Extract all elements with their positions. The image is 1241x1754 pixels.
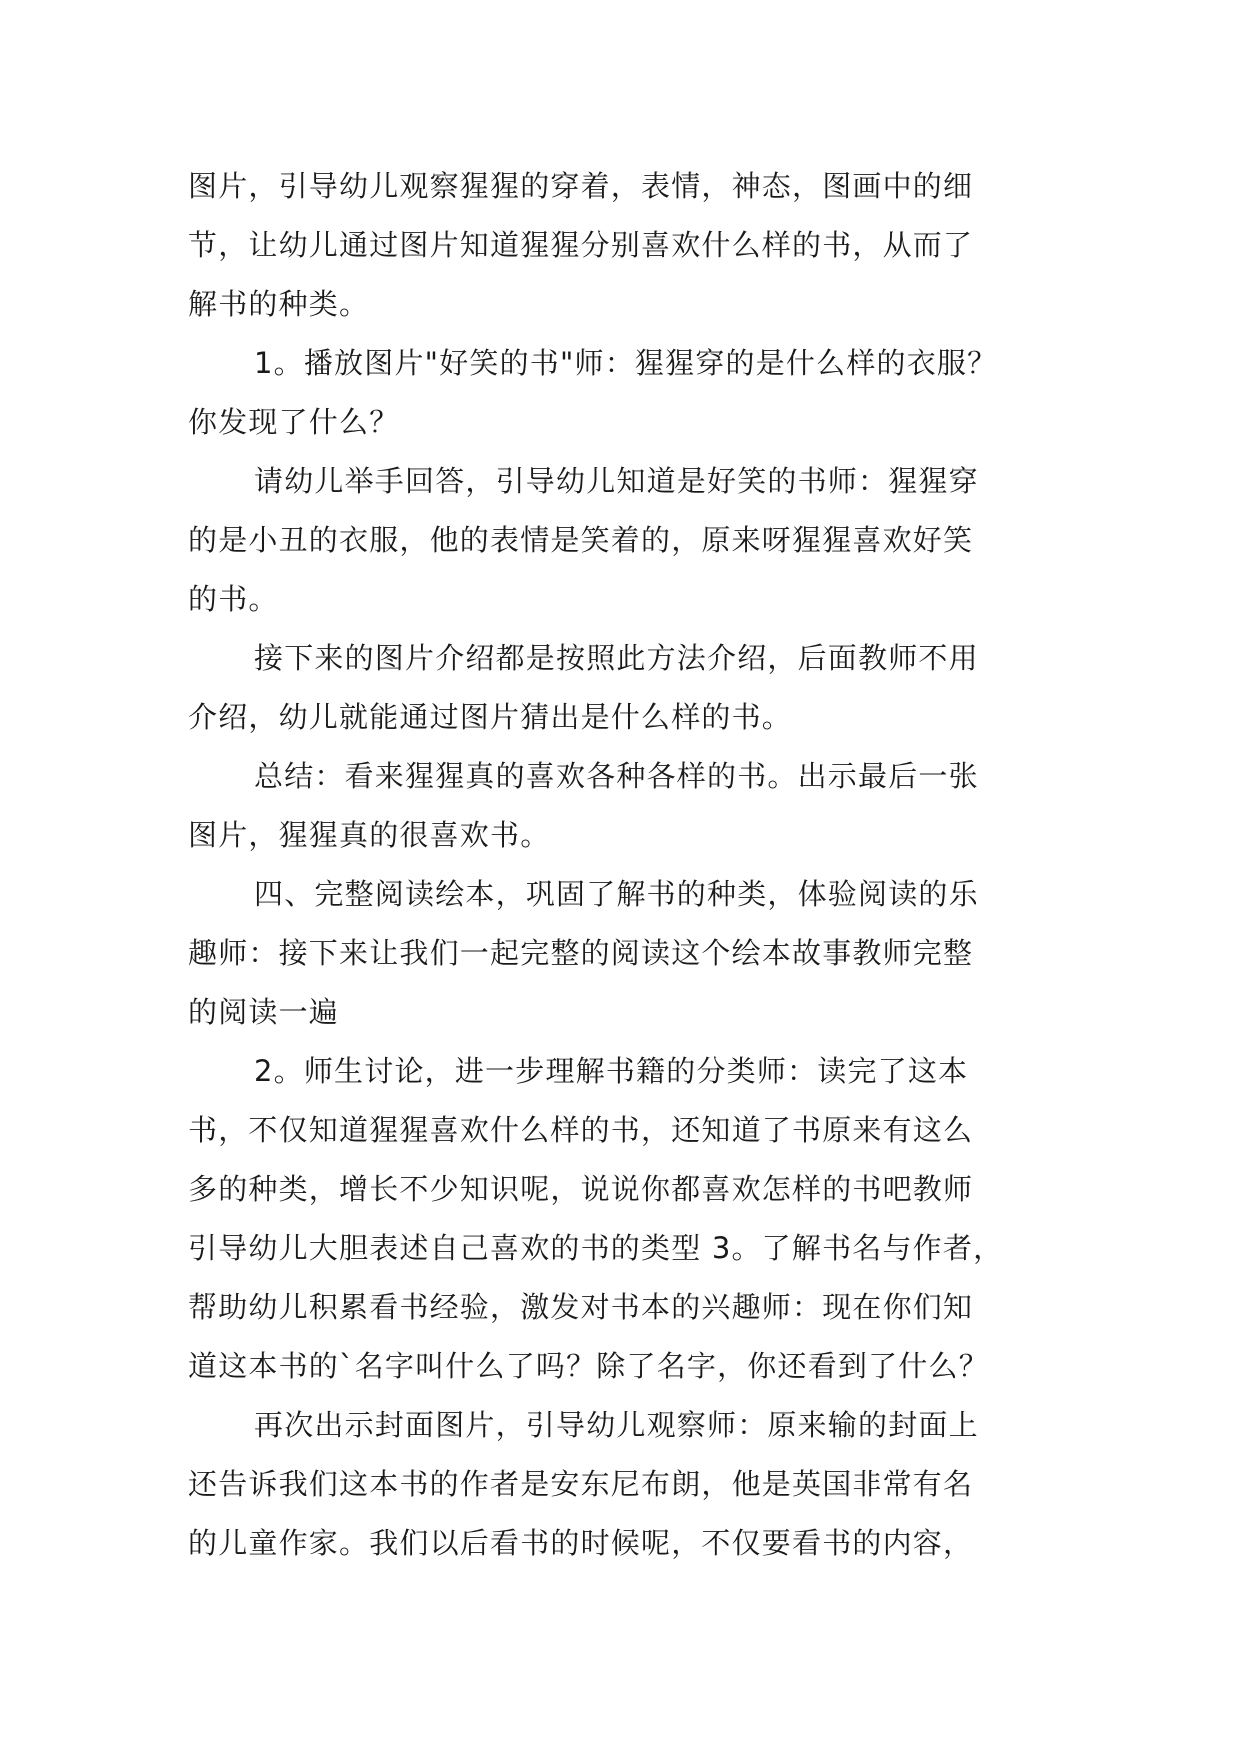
text-line: 帮助幼儿积累看书经验，激发对书本的兴趣师：现在你们知 — [188, 1290, 974, 1324]
text-line: 解书的种类。 — [188, 287, 370, 321]
text-line: 趣师：接下来让我们一起完整的阅读这个绘本故事教师完整 — [188, 936, 974, 970]
text-line: 还告诉我们这本书的作者是安东尼布朗，他是英国非常有名 — [188, 1467, 974, 1501]
text-line: 引导幼儿大胆表述自己喜欢的书的类型 3。了解书名与作者， — [188, 1231, 1004, 1265]
paragraph-start-line: 2。师生讨论，进一步理解书籍的分类师：读完了这本 — [254, 1054, 969, 1088]
text-line: 书，不仅知道猩猩喜欢什么样的书，还知道了书原来有这么 — [188, 1113, 974, 1147]
text-line: 图片，引导幼儿观察猩猩的穿着，表情，神态，图画中的细 — [188, 169, 974, 203]
paragraph-start-line: 再次出示封面图片，引导幼儿观察师：原来输的封面上 — [254, 1408, 979, 1442]
text-line: 介绍，幼儿就能通过图片猜出是什么样的书。 — [188, 700, 793, 734]
text-line: 的书。 — [188, 582, 279, 616]
text-line: 道这本书的`名字叫什么了吗？除了名字，你还看到了什么？ — [188, 1349, 989, 1383]
text-line: 图片，猩猩真的很喜欢书。 — [188, 818, 551, 852]
paragraph-start-line: 1。播放图片"好笑的书"师：猩猩穿的是什么样的衣服？ — [254, 346, 998, 380]
paragraph-start-line: 请幼儿举手回答，引导幼儿知道是好笑的书师：猩猩穿 — [254, 464, 979, 498]
text-line: 节，让幼儿通过图片知道猩猩分别喜欢什么样的书，从而了 — [188, 228, 974, 262]
text-line: 你发现了什么？ — [188, 405, 400, 439]
text-line: 的阅读一遍 — [188, 995, 340, 1029]
text-line: 的是小丑的衣服，他的表情是笑着的，原来呀猩猩喜欢好笑 — [188, 523, 974, 557]
paragraph-start-line: 接下来的图片介绍都是按照此方法介绍，后面教师不用 — [254, 641, 979, 675]
paragraph-start-line: 总结：看来猩猩真的喜欢各种各样的书。出示最后一张 — [254, 759, 979, 793]
text-line: 多的种类，增长不少知识呢，说说你都喜欢怎样的书吧教师 — [188, 1172, 974, 1206]
text-line: 的儿童作家。我们以后看书的时候呢，不仅要看书的内容， — [188, 1526, 974, 1560]
paragraph-start-line: 四、完整阅读绘本，巩固了解书的种类，体验阅读的乐 — [254, 877, 979, 911]
document-body — [188, 157, 1058, 1573]
